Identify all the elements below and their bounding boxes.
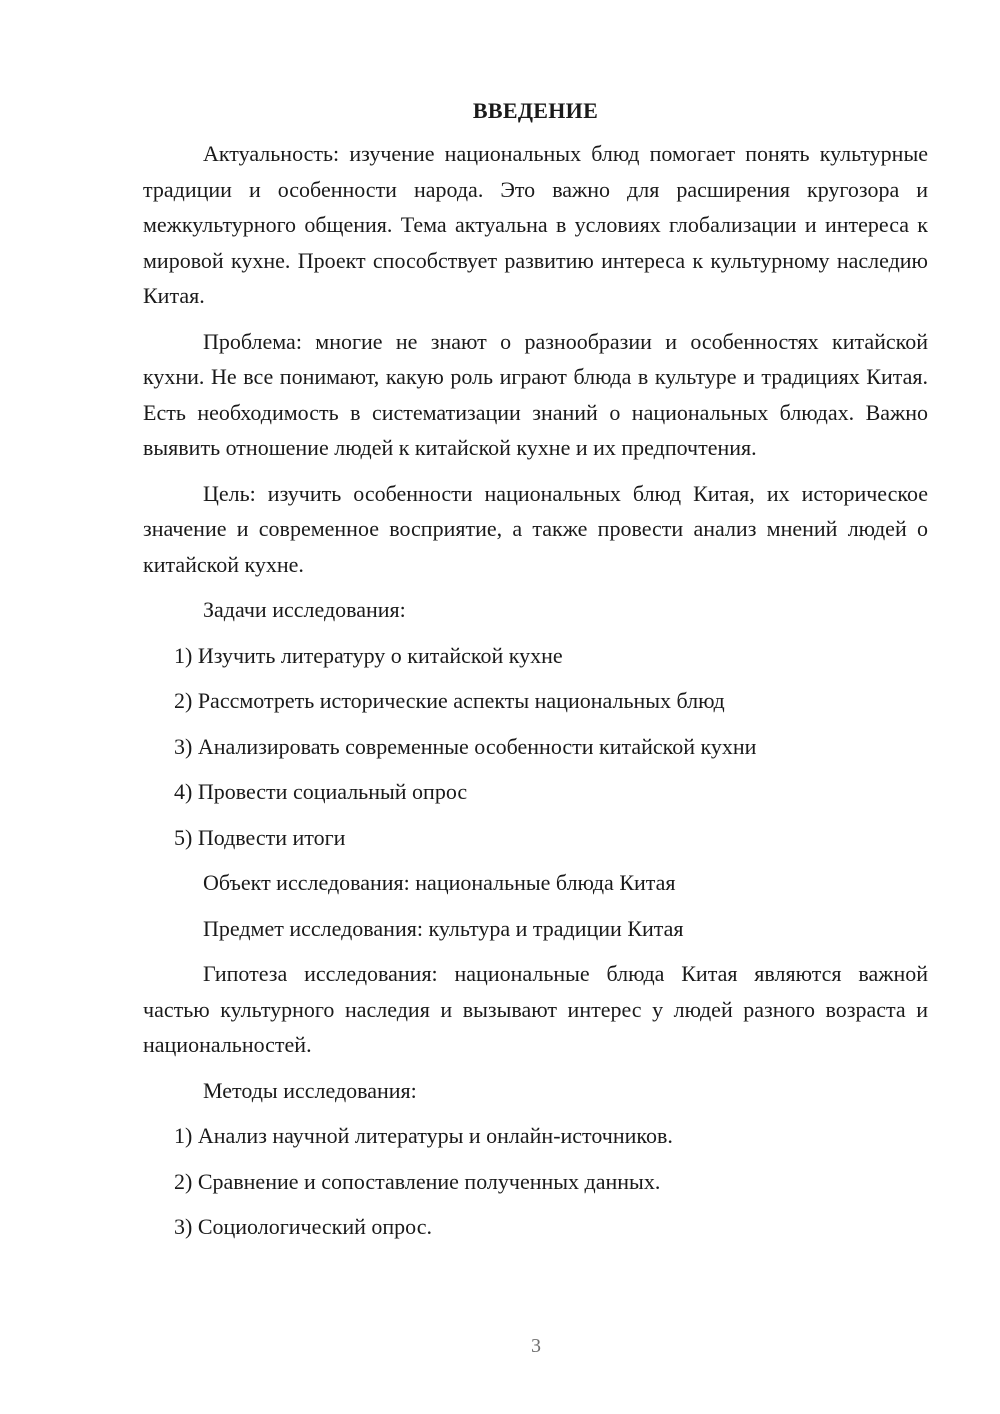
problem-paragraph: Проблема: многие не знают о разнообразии и особенностях китайской кухни. Не все понимают, какую роль играют блюда в культуре и традициях Китая. Есть необходимость в систематизации знаний о национальных блюдах. Важно выявить отношение людей к китайской кухне и их предпочтения. (143, 328, 928, 460)
list-item: 3) Анализировать современные особенности китайской кухни (174, 733, 757, 759)
list-item: 2) Сравнение и сопоставление полученных данных. (174, 1168, 661, 1194)
object-paragraph: Объект исследования: национальные блюда Китая (203, 870, 676, 895)
list-item: 4) Провести социальный опрос (174, 779, 468, 804)
list-item: 2) Рассмотреть исторические аспекты национальных блюд (174, 688, 725, 713)
relevance-paragraph: Актуальность: изучение национальных блюд помогает понять культурные традиции и особенности народа. Это важно для расширения кругозора и межкультурного общения. Тема актуальна в условиях глобализации и интереса к мировой кухне. Проект способствует развитию интереса к культурному наследию Китая. (143, 141, 928, 308)
list-item: 5) Подвести итоги (174, 824, 346, 850)
tasks-heading: Задачи исследования: (203, 597, 406, 622)
methods-list (143, 1118, 928, 1245)
tasks-list (143, 638, 928, 856)
page-content (143, 96, 928, 1255)
list-item: 1) Анализ научной литературы и онлайн-источников. (174, 1123, 673, 1148)
subject-paragraph: Предмет исследования: культура и традиции Китая (203, 915, 684, 941)
hypothesis-paragraph: Гипотеза исследования: национальные блюда Китая являются важной частью культурного наследия и вызывают интерес у людей разного возраста и национальностей. (143, 961, 928, 1057)
page-number: 3 (531, 1335, 541, 1357)
list-item: 3) Социологический опрос. (174, 1214, 432, 1239)
methods-heading: Методы исследования: (203, 1077, 417, 1103)
page-title: ВВЕДЕНИЕ (472, 98, 599, 123)
list-item: 1) Изучить литературу о китайской кухне (174, 642, 563, 668)
goal-paragraph: Цель: изучить особенности национальных блюд Китая, их историческое значение и современное восприятие, а также провести анализ мнений людей о китайской кухне. (143, 480, 928, 577)
